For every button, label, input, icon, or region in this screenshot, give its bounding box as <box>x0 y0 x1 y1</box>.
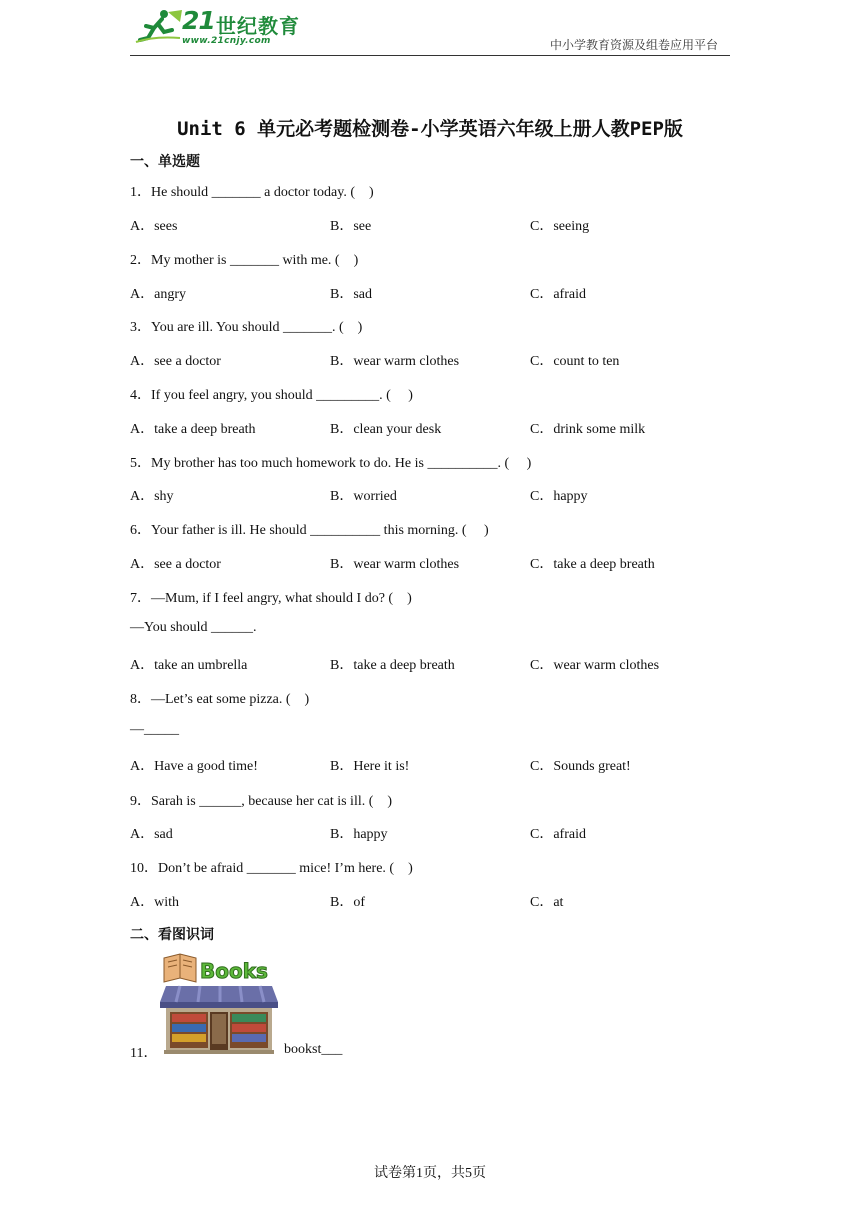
option-a[interactable]: A．Have a good time! <box>130 759 258 774</box>
logo-url: www.21cnjy.com <box>182 36 271 46</box>
question-stem: 1．He should _______ a doctor today. ( ) <box>130 185 374 200</box>
question-stem: 2．My mother is _______ with me. ( ) <box>130 253 359 268</box>
option-a[interactable]: A．shy <box>130 489 174 504</box>
question-dialogue-line: —You should ______. <box>130 620 257 635</box>
option-b[interactable]: B．see <box>330 219 372 234</box>
option-b[interactable]: B．clean your desk <box>330 422 442 437</box>
option-b[interactable]: B．of <box>330 895 365 910</box>
option-b[interactable]: B．sad <box>330 287 372 302</box>
header-divider <box>130 55 730 56</box>
option-a[interactable]: A．take an umbrella <box>130 658 248 673</box>
question-number: 11． <box>130 1046 158 1061</box>
option-a[interactable]: A．sees <box>130 219 178 234</box>
logo-brand-text: 世纪教育 <box>216 14 300 38</box>
option-b[interactable]: B．wear warm clothes <box>330 557 460 572</box>
question-stem: 5．My brother has too much homework to do. He is __________. ( ) <box>130 456 532 471</box>
logo-number: 21 <box>182 6 215 35</box>
books-sign-text: Books <box>200 959 268 983</box>
option-c[interactable]: C．take a deep breath <box>530 557 655 572</box>
runner-logo-icon <box>134 8 184 44</box>
page-header <box>130 0 730 56</box>
header-slogan: 中小学教育资源及组卷应用平台 <box>549 38 718 52</box>
option-c[interactable]: C．Sounds great! <box>530 759 631 774</box>
option-c[interactable]: C．afraid <box>530 287 586 302</box>
option-c[interactable]: C．happy <box>530 489 588 504</box>
option-a[interactable]: A．see a doctor <box>130 557 221 572</box>
option-b[interactable]: B．wear warm clothes <box>330 354 460 369</box>
option-c[interactable]: C．seeing <box>530 219 590 234</box>
question-stem: 9．Sarah is ______, because her cat is ill. ( ) <box>130 794 393 809</box>
option-a[interactable]: A．see a doctor <box>130 354 221 369</box>
option-a[interactable]: A．angry <box>130 287 186 302</box>
option-c[interactable]: C．at <box>530 895 564 910</box>
question-stem: 8．—Let’s eat some pizza. ( ) <box>130 692 310 707</box>
option-a[interactable]: A．sad <box>130 827 173 842</box>
option-c[interactable]: C．afraid <box>530 827 586 842</box>
question-stem: 7．—Mum, if I feel angry, what should I do? ( ) <box>130 591 412 606</box>
option-c[interactable]: C．drink some milk <box>530 422 646 437</box>
option-a[interactable]: A．take a deep breath <box>130 422 256 437</box>
site-logo[interactable] <box>130 4 300 48</box>
option-c[interactable]: C．count to ten <box>530 354 620 369</box>
page-title: Unit 6 单元必考题检测卷-小学英语六年级上册人教PEP版 <box>177 118 683 140</box>
option-b[interactable]: B．worried <box>330 489 397 504</box>
fill-in-word[interactable]: bookst___ <box>284 1042 343 1057</box>
question-stem: 10．Don’t be afraid _______ mice! I’m here. ( ) <box>130 861 413 876</box>
section-heading-picture-words: 二、看图识词 <box>130 927 214 943</box>
option-b[interactable]: B．happy <box>330 827 388 842</box>
option-a[interactable]: A．with <box>130 895 179 910</box>
bookstore-illustration <box>160 952 278 1054</box>
question-stem: 3．You are ill. You should _______. ( ) <box>130 320 363 335</box>
option-b[interactable]: B．Here it is! <box>330 759 410 774</box>
question-dialogue-line: —_____ <box>130 722 179 737</box>
option-b[interactable]: B．take a deep breath <box>330 658 455 673</box>
question-stem: 4．If you feel angry, you should _________. ( ) <box>130 388 413 403</box>
page-footer: 试卷第1页，共5页 <box>374 1166 486 1181</box>
question-stem: 6．Your father is ill. He should __________ this morning. ( ) <box>130 523 489 538</box>
section-heading-single-choice: 一、单选题 <box>130 154 200 170</box>
option-c[interactable]: C．wear warm clothes <box>530 658 660 673</box>
